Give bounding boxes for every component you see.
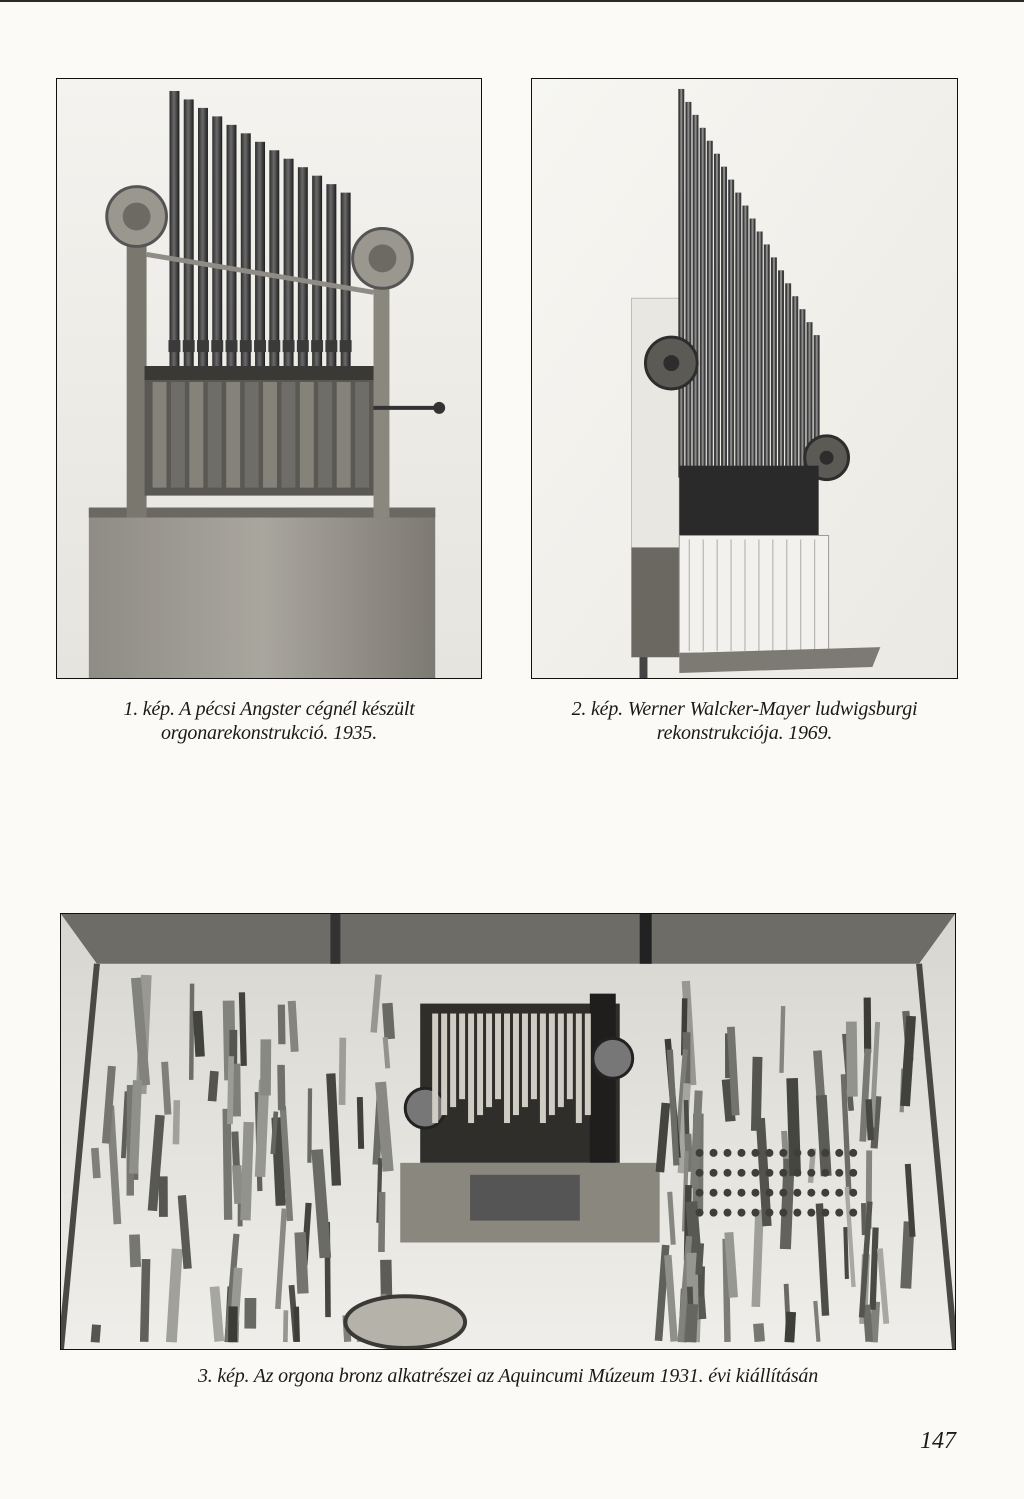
rivet xyxy=(849,1189,857,1197)
small-pipe xyxy=(495,1014,501,1100)
bronze-part xyxy=(244,1298,256,1329)
pipe-foot xyxy=(240,340,252,352)
bronze-part xyxy=(294,1307,300,1342)
rivet xyxy=(779,1189,787,1197)
pipe-highlight xyxy=(702,128,704,478)
pipe-highlight xyxy=(744,206,746,478)
pipe-highlight xyxy=(794,296,796,477)
pipe-highlight xyxy=(766,244,768,477)
small-pipe xyxy=(531,1014,537,1100)
rivet xyxy=(710,1209,718,1217)
small-pipe xyxy=(540,1014,546,1123)
rivet xyxy=(696,1169,704,1177)
key-slider xyxy=(171,382,185,488)
bronze-part xyxy=(173,1100,180,1144)
pipe-highlight xyxy=(737,193,739,478)
pipe-foot xyxy=(183,340,195,352)
bronze-part xyxy=(189,984,194,1080)
figure-1-caption-line-2: orgonarekonstrukció. 1935. xyxy=(160,722,378,744)
bronze-part xyxy=(753,1323,765,1342)
small-pipe xyxy=(585,1014,591,1116)
small-pipe xyxy=(450,1014,456,1108)
figure-2-caption xyxy=(531,697,958,745)
organ-illustration-1 xyxy=(57,79,481,678)
pipe-highlight xyxy=(687,102,689,478)
small-pipe xyxy=(549,1014,555,1116)
pipe-foot xyxy=(325,340,337,352)
organ-pipe xyxy=(184,99,194,368)
organ-pipe xyxy=(255,142,265,368)
rivet xyxy=(793,1209,801,1217)
organ-pipe xyxy=(198,108,208,368)
bronze-part xyxy=(228,1306,238,1342)
key-slider xyxy=(337,382,351,488)
pipe-highlight xyxy=(759,231,761,477)
rivet xyxy=(710,1189,718,1197)
rivet xyxy=(724,1169,732,1177)
rivet xyxy=(765,1189,773,1197)
rivet xyxy=(737,1149,745,1157)
rivet xyxy=(765,1169,773,1177)
bronze-part xyxy=(277,1065,285,1110)
pipe-foot xyxy=(268,340,280,352)
pipe-foot xyxy=(211,340,223,352)
rivet xyxy=(807,1169,815,1177)
rivet xyxy=(779,1169,787,1177)
figure-2-caption-line-1: 2. kép. Werner Walcker-Mayer ludwigsburgi xyxy=(571,698,918,720)
rivet xyxy=(849,1149,857,1157)
key-slider xyxy=(300,382,314,488)
rivet xyxy=(807,1209,815,1217)
pipe-foot xyxy=(168,340,180,352)
exhibit-illustration xyxy=(61,914,955,1349)
pipe-highlight xyxy=(780,270,782,477)
small-pipe xyxy=(441,1014,447,1116)
rivet xyxy=(779,1149,787,1157)
figure-1-caption xyxy=(56,697,482,745)
key-slider xyxy=(263,382,277,488)
pipe-highlight xyxy=(709,141,711,478)
small-pipe xyxy=(513,1014,519,1116)
bronze-part xyxy=(223,1109,233,1220)
rivet xyxy=(737,1209,745,1217)
figure-1-caption-line-1: 1. kép. A pécsi Angster cégnél készült xyxy=(123,698,415,720)
organ-pipe xyxy=(241,133,251,368)
rivet xyxy=(821,1149,829,1157)
rivet xyxy=(696,1149,704,1157)
rivet xyxy=(849,1209,857,1217)
bronze-part xyxy=(339,1038,347,1105)
rivet xyxy=(751,1209,759,1217)
rivet xyxy=(724,1189,732,1197)
bronze-part xyxy=(91,1324,101,1342)
bronze-part xyxy=(283,1310,288,1342)
pipe-foot xyxy=(254,340,266,352)
rivet xyxy=(696,1209,704,1217)
small-pipe xyxy=(459,1014,465,1100)
top-border-rule xyxy=(0,0,1024,2)
pipe-foot xyxy=(197,340,209,352)
pipe-highlight xyxy=(723,167,725,478)
rivet xyxy=(710,1149,718,1157)
pipe-foot xyxy=(311,340,323,352)
figure-3-caption-line-1: 3. kép. Az orgona bronz alkatrészei az Aquincumi Múzeum 1931. évi kiállításán xyxy=(197,1365,819,1387)
rivet xyxy=(807,1189,815,1197)
rivet xyxy=(849,1169,857,1177)
bronze-part xyxy=(129,1234,141,1267)
organ-pipe xyxy=(298,167,308,368)
pipe-highlight xyxy=(730,180,732,478)
rivet xyxy=(835,1189,843,1197)
rivet xyxy=(835,1169,843,1177)
key-slider xyxy=(318,382,332,488)
rivet xyxy=(751,1189,759,1197)
pipe-foot xyxy=(297,340,309,352)
pipe-highlight xyxy=(752,219,754,478)
organ-pipe xyxy=(212,116,222,368)
rivet xyxy=(793,1149,801,1157)
organ-pipe xyxy=(169,91,179,368)
bronze-part xyxy=(159,1176,168,1217)
photo-angster-organ xyxy=(56,78,482,679)
page-number: 147 xyxy=(920,1428,956,1454)
pipe-foot xyxy=(283,340,295,352)
small-pipe xyxy=(567,1014,573,1100)
small-pipe xyxy=(558,1014,564,1108)
small-pipe xyxy=(576,1014,582,1123)
small-pipe xyxy=(522,1014,528,1108)
photo-walcker-mayer-organ xyxy=(531,78,958,679)
pipe-foot xyxy=(340,340,352,352)
bronze-part xyxy=(378,1192,385,1252)
pipe-highlight xyxy=(695,115,697,478)
rivet xyxy=(793,1169,801,1177)
organ-illustration-2 xyxy=(532,79,957,678)
key-slider xyxy=(355,382,369,488)
rivet xyxy=(821,1169,829,1177)
rivet xyxy=(724,1209,732,1217)
pipe-highlight xyxy=(787,283,789,477)
pipe-highlight xyxy=(773,257,775,477)
small-pipe xyxy=(486,1014,492,1108)
key-slider xyxy=(208,382,222,488)
rivet xyxy=(793,1189,801,1197)
figure-3-caption xyxy=(60,1364,956,1388)
organ-pipe xyxy=(284,159,294,368)
bronze-part xyxy=(260,1039,271,1095)
rivet xyxy=(751,1169,759,1177)
rivet xyxy=(724,1149,732,1157)
organ-pipe xyxy=(269,150,279,368)
rivet xyxy=(779,1209,787,1217)
pipe-foot xyxy=(226,340,238,352)
key-slider xyxy=(281,382,295,488)
bronze-part xyxy=(307,1088,312,1162)
pipe-highlight xyxy=(801,309,803,477)
bronze-part xyxy=(864,998,872,1053)
rivet xyxy=(807,1149,815,1157)
rivet xyxy=(821,1189,829,1197)
bronze-part xyxy=(784,1312,796,1343)
figure-2-caption-line-2: rekonstrukciója. 1969. xyxy=(656,722,833,744)
rivet xyxy=(737,1169,745,1177)
rivet xyxy=(751,1149,759,1157)
rivet xyxy=(696,1189,704,1197)
key-slider xyxy=(245,382,259,488)
key-slider xyxy=(226,382,240,488)
small-pipe xyxy=(468,1014,474,1123)
pipe-highlight xyxy=(716,154,718,478)
bronze-part xyxy=(846,1021,858,1096)
bronze-part xyxy=(278,1005,286,1045)
organ-pipe xyxy=(312,176,322,368)
rivet xyxy=(710,1169,718,1177)
rivet xyxy=(835,1209,843,1217)
rivet xyxy=(821,1209,829,1217)
small-pipe xyxy=(477,1014,483,1116)
photo-aquincum-exhibit xyxy=(60,913,956,1350)
organ-pipe xyxy=(227,125,237,368)
rivet xyxy=(835,1149,843,1157)
rivet xyxy=(765,1149,773,1157)
rivet xyxy=(737,1189,745,1197)
pipe-highlight xyxy=(680,89,682,478)
bronze-part xyxy=(685,1304,698,1343)
small-pipe xyxy=(432,1014,438,1123)
key-slider xyxy=(153,382,167,488)
rivet xyxy=(765,1209,773,1217)
key-slider xyxy=(189,382,203,488)
small-pipe xyxy=(504,1014,510,1123)
